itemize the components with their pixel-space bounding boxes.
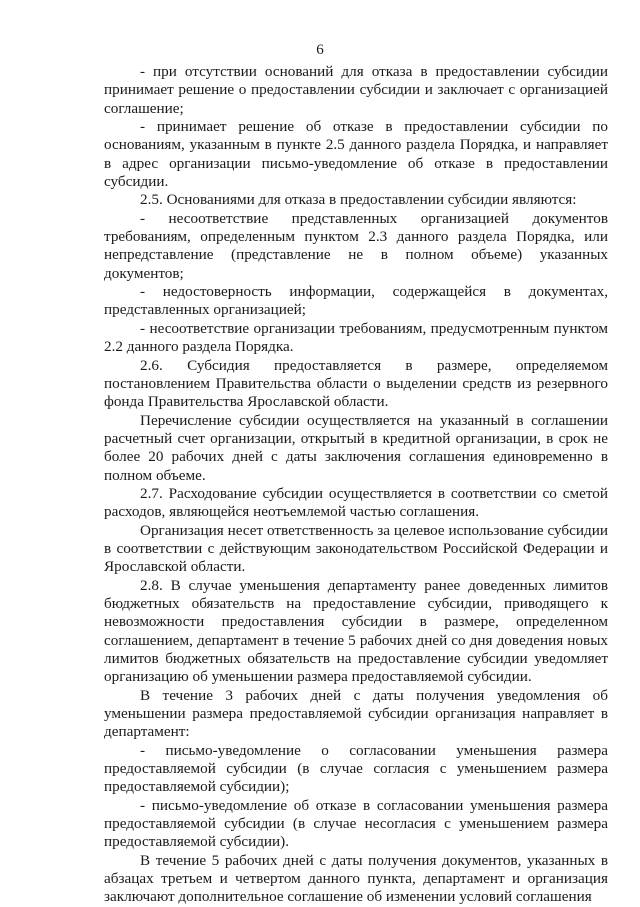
paragraph-11: 2.8. В случае уменьшения департаменту ранее доведенных лимитов бюджетных обязательств на предоставление субсидии, приводящего к невозможности предоставления субсидии в размере, определенном соглашением, департамент в течение 5 рабочих дней со дня доведения новых лимитов бюджетных обязательств на предоставление субсидии уведомляет организацию об уменьшении размера предоставляемой субсидии. [104,576,608,686]
paragraph-2: - принимает решение об отказе в предоставлении субсидии по основаниям, указанным в пункте 2.5 данного раздела Порядка, и направляет в адрес организации письмо-уведомление об отказе в предоставлении субсидии. [104,118,608,191]
paragraph-7: 2.6. Субсидия предоставляется в размере, определяемом постановлением Правительства области о выделении средств из резервного фонда Правительства Ярославской области. [104,356,608,411]
paragraph-4: - несоответствие представленных организацией документов требованиям, определенным пунктом 2.3 данного раздела Порядка, или непредставление (представление не в полном объеме) указанных документов; [104,209,608,282]
paragraph-1: - при отсутствии оснований для отказа в предоставлении субсидии принимает решение о предоставлении субсидии и заключает с организацией соглашение; [104,63,608,117]
paragraph-9: 2.7. Расходование субсидии осуществляется в соответствии со сметой расходов, являющейся неотъемлемой частью соглашения. [104,484,608,521]
page-number: 6 [316,42,324,58]
paragraph-6: - несоответствие организации требованиям, предусмотренным пунктом 2.2 данного раздела Порядка. [104,319,608,356]
paragraph-3: 2.5. Основаниями для отказа в предоставлении субсидии являются: [140,191,577,209]
paragraph-13: - письмо-уведомление о согласовании уменьшения размера предоставляемой субсидии (в случае согласия с уменьшением размера предоставляемой субсидии); [104,741,608,796]
document-body [104,63,608,907]
paragraph-15: В течение 5 рабочих дней с даты получения документов, указанных в абзацах третьем и четвертом данного пункта, департамент и организация заключают дополнительное соглашение об изменении условий соглашения [104,851,608,906]
paragraph-10: Организация несет ответственность за целевое использование субсидии в соответствии с действующим законодательством Российской Федерации и Ярославской области. [104,521,608,576]
paragraph-14: - письмо-уведомление об отказе в согласовании уменьшения размера предоставляемой субсидии (в случае несогласия с уменьшением размера предоставляемой субсидии). [104,796,608,851]
paragraph-8: Перечисление субсидии осуществляется на указанный в соглашении расчетный счет организации, открытый в кредитной организации, в срок не более 20 рабочих дней с даты заключения соглашения единовременно в полном объеме. [104,411,608,484]
paragraph-5: - недостоверность информации, содержащейся в документах, представленных организацией; [104,283,608,319]
paragraph-12: В течение 3 рабочих дней с даты получения уведомления об уменьшении размера предоставляемой субсидии организация направляет в департамент: [104,686,608,741]
